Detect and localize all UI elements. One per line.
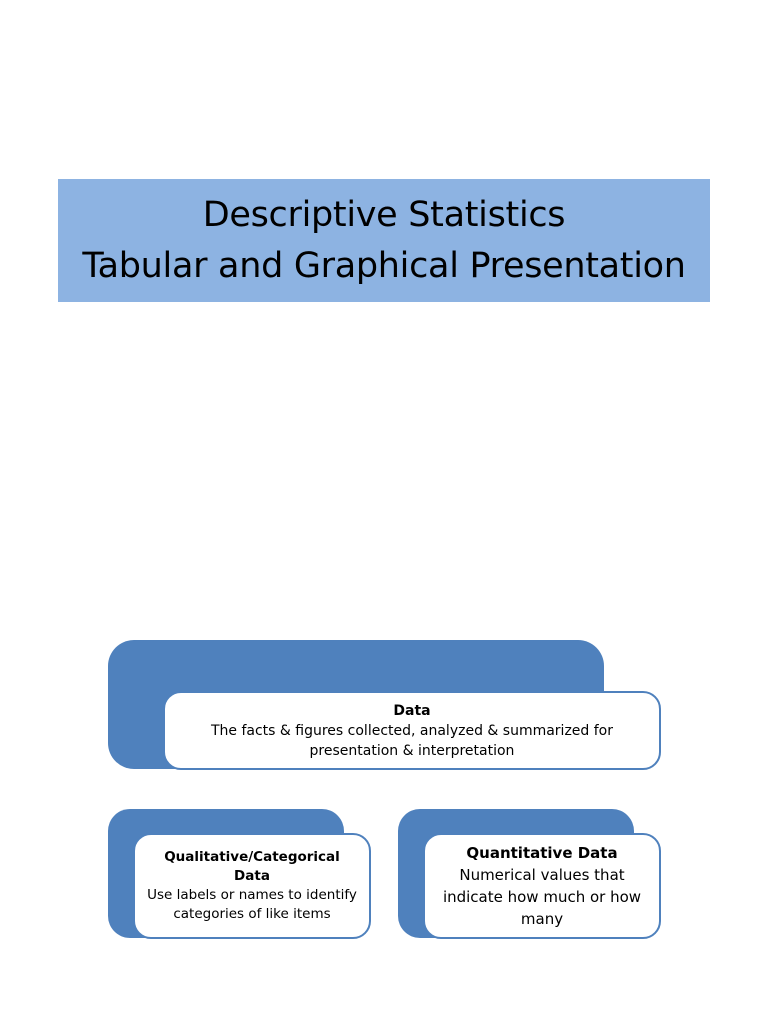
quantitative-card (423, 833, 661, 939)
qualitative-card-title: Qualitative/Categorical Data (164, 849, 340, 884)
quantitative-card-line-1: Numerical values that (459, 866, 625, 884)
quantitative-card-title: Quantitative Data (466, 844, 618, 862)
qualitative-card-line-1: Use labels or names to identify (147, 887, 357, 903)
quantitative-card-line-2: indicate how much or how (442, 888, 642, 906)
title-line-1: Descriptive Statistics (202, 194, 566, 235)
data-card-title: Data (393, 702, 431, 719)
data-card-line-1: The facts & figures collected, analyzed & summarized for (210, 722, 613, 739)
title-line-2: Tabular and Graphical Presentation (82, 245, 686, 286)
title-banner (58, 179, 710, 302)
qualitative-card-line-2: categories of like items (173, 906, 331, 922)
data-card (163, 691, 661, 770)
quantitative-card-line-3: many (520, 910, 564, 928)
data-card-line-2: presentation & interpretation (309, 742, 515, 759)
qualitative-card (133, 833, 371, 939)
